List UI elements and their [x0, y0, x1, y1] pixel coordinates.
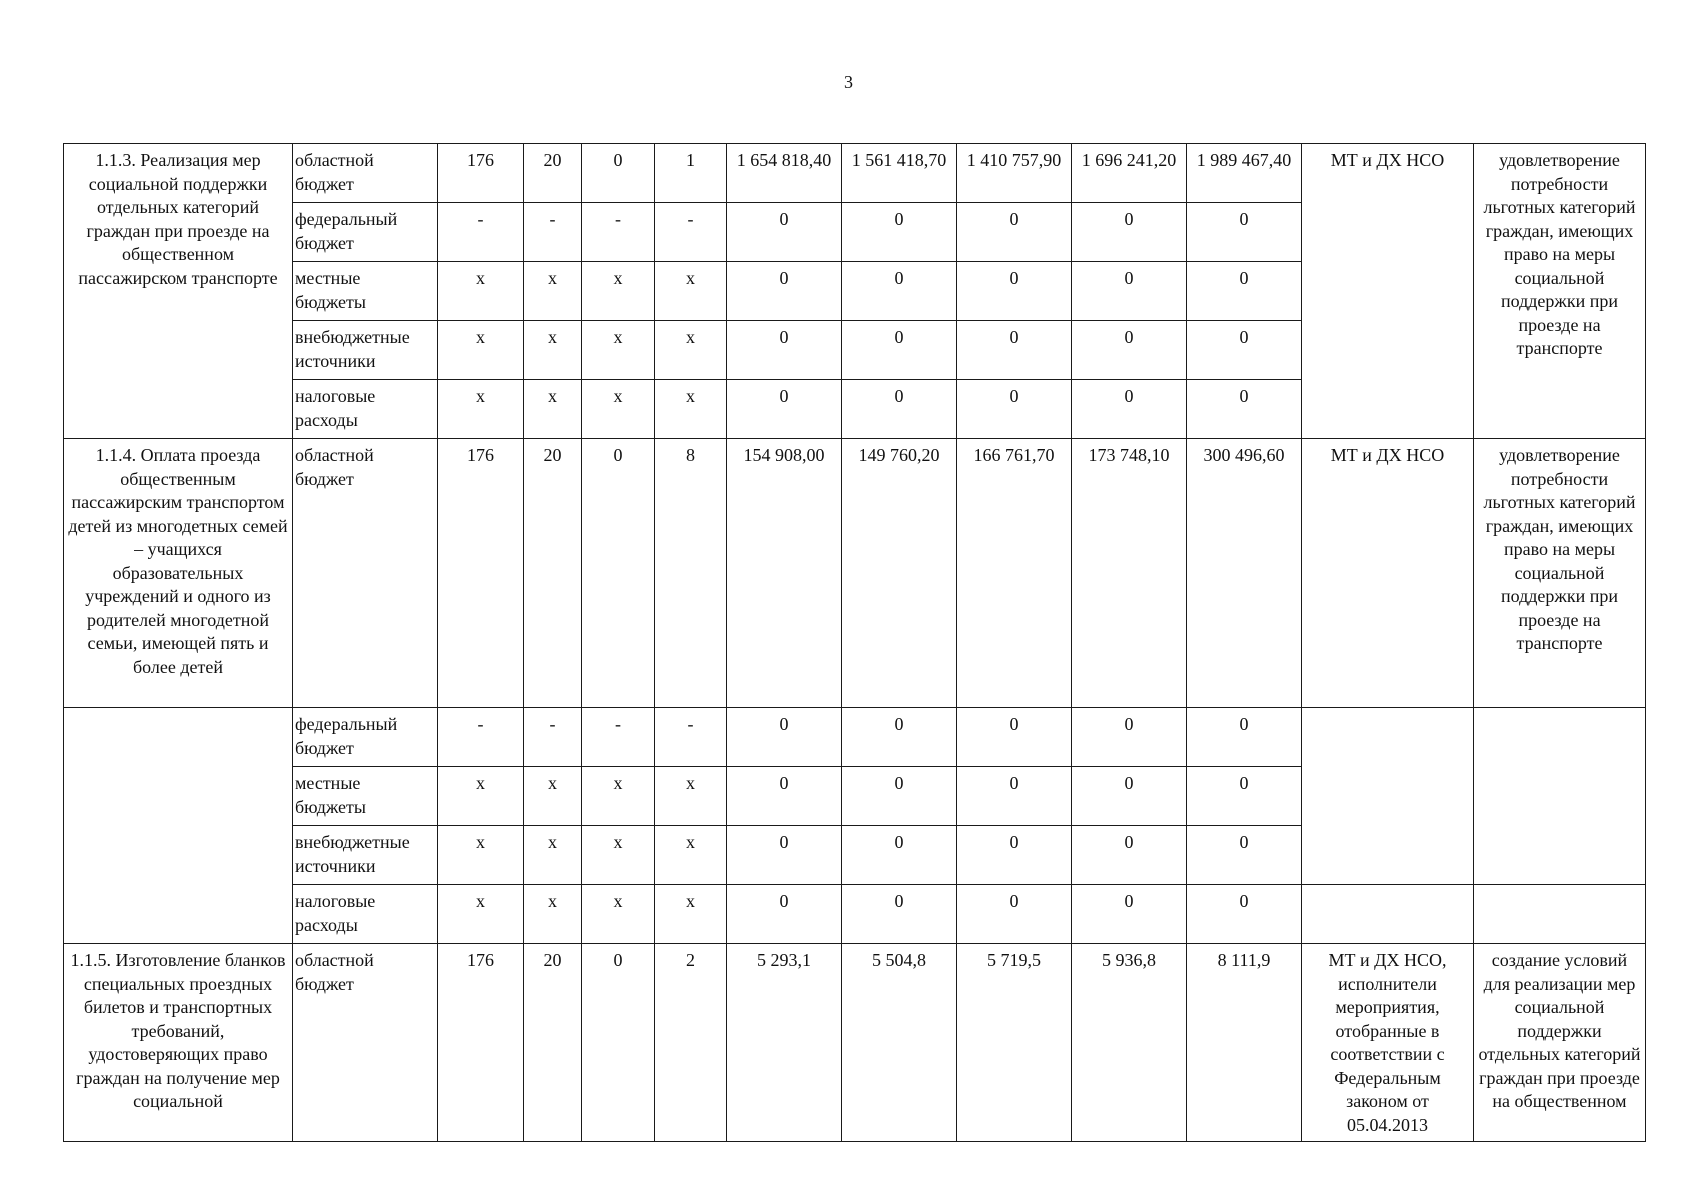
amount-cell: 0 [727, 380, 842, 439]
code-cell: 0 [582, 144, 655, 203]
result-cell: создание условий для реализации мер социальной поддержки отдельных категорий граждан при проезде на общественном [1474, 944, 1646, 1142]
amount-cell: 0 [957, 380, 1072, 439]
amount-cell: 0 [727, 885, 842, 944]
code-cell: 176 [438, 944, 524, 1142]
code-cell: x [438, 885, 524, 944]
amount-cell: 5 293,1 [727, 944, 842, 1142]
code-cell: - [438, 203, 524, 262]
amount-cell: 0 [1072, 708, 1187, 767]
code-cell: x [438, 826, 524, 885]
funding-source-cell: областной бюджет [293, 439, 438, 708]
amount-cell: 149 760,20 [842, 439, 957, 708]
code-cell: x [438, 262, 524, 321]
amount-cell: 1 989 467,40 [1187, 144, 1302, 203]
amount-cell: 5 936,8 [1072, 944, 1187, 1142]
code-cell: x [524, 767, 582, 826]
amount-cell: 8 111,9 [1187, 944, 1302, 1142]
code-cell: x [438, 321, 524, 380]
executor-cell: МТ и ДХ НСО, исполнители мероприятия, отобранные в соответствии с Федеральным законом от 05.04.2013 [1302, 944, 1474, 1142]
amount-cell: 0 [1072, 767, 1187, 826]
page-number: 3 [844, 72, 853, 92]
amount-cell: 5 504,8 [842, 944, 957, 1142]
code-cell: - [582, 203, 655, 262]
amount-cell: 0 [1187, 885, 1302, 944]
code-cell: x [524, 885, 582, 944]
code-cell: 20 [524, 144, 582, 203]
amount-cell: 154 908,00 [727, 439, 842, 708]
amount-cell: 0 [1072, 321, 1187, 380]
amount-cell: 300 496,60 [1187, 439, 1302, 708]
result-cell: удовлетворение потребности льготных категорий граждан, имеющих право на меры социальной поддержки при проезде на транспорте [1474, 144, 1646, 439]
amount-cell: 0 [1072, 826, 1187, 885]
amount-cell: 0 [957, 262, 1072, 321]
activity-name-continuation-cell [64, 708, 293, 944]
amount-cell: 0 [1187, 708, 1302, 767]
amount-cell: 0 [727, 708, 842, 767]
code-cell: x [524, 380, 582, 439]
amount-cell: 0 [1187, 262, 1302, 321]
code-cell: x [582, 380, 655, 439]
code-cell: - [582, 708, 655, 767]
funding-source-cell: областной бюджет [293, 944, 438, 1142]
code-cell: 2 [655, 944, 727, 1142]
amount-cell: 0 [1072, 885, 1187, 944]
code-cell: 0 [582, 439, 655, 708]
funding-source-cell: местные бюджеты [293, 767, 438, 826]
amount-cell: 173 748,10 [1072, 439, 1187, 708]
amount-cell: 1 696 241,20 [1072, 144, 1187, 203]
result-cell: удовлетворение потребности льготных категорий граждан, имеющих право на меры социальной поддержки при проезде на транспорте [1474, 439, 1646, 708]
code-cell: x [655, 380, 727, 439]
amount-cell: 1 561 418,70 [842, 144, 957, 203]
code-cell: 8 [655, 439, 727, 708]
code-cell: x [655, 767, 727, 826]
funding-source-cell: федеральный бюджет [293, 203, 438, 262]
code-cell: x [582, 321, 655, 380]
code-cell: 1 [655, 144, 727, 203]
amount-cell: 0 [842, 826, 957, 885]
amount-cell: 0 [842, 321, 957, 380]
code-cell: x [655, 262, 727, 321]
amount-cell: 0 [957, 321, 1072, 380]
table-row [64, 439, 1646, 708]
executor-continuation-cell [1302, 708, 1474, 885]
code-cell: x [582, 262, 655, 321]
code-cell: x [524, 321, 582, 380]
amount-cell: 0 [1072, 262, 1187, 321]
amount-cell: 0 [727, 767, 842, 826]
table-row [64, 885, 1646, 944]
amount-cell: 1 410 757,90 [957, 144, 1072, 203]
funding-source-cell: федеральный бюджет [293, 708, 438, 767]
activity-name-cell: 1.1.5. Изготовление бланков специальных проездных билетов и транспортных требований, удостоверяющих право граждан на получение мер социальной [64, 944, 293, 1142]
amount-cell: 0 [1187, 203, 1302, 262]
amount-cell: 0 [727, 262, 842, 321]
funding-source-cell: внебюджетные источники [293, 321, 438, 380]
amount-cell: 0 [842, 380, 957, 439]
code-cell: x [524, 262, 582, 321]
code-cell: x [438, 767, 524, 826]
code-cell: - [524, 708, 582, 767]
amount-cell: 0 [842, 885, 957, 944]
code-cell: - [655, 203, 727, 262]
executor-cell: МТ и ДХ НСО [1302, 144, 1474, 439]
amount-cell: 0 [727, 826, 842, 885]
budget-table [63, 143, 1646, 1142]
amount-cell: 0 [957, 826, 1072, 885]
code-cell: - [524, 203, 582, 262]
amount-cell: 0 [727, 203, 842, 262]
amount-cell: 166 761,70 [957, 439, 1072, 708]
amount-cell: 0 [1187, 380, 1302, 439]
amount-cell: 0 [1187, 321, 1302, 380]
funding-source-cell: налоговые расходы [293, 380, 438, 439]
funding-source-cell: областной бюджет [293, 144, 438, 203]
amount-cell: 0 [1187, 767, 1302, 826]
amount-cell: 0 [1072, 380, 1187, 439]
code-cell: 176 [438, 439, 524, 708]
amount-cell: 0 [842, 203, 957, 262]
amount-cell: 0 [727, 321, 842, 380]
amount-cell: 0 [957, 203, 1072, 262]
amount-cell: 0 [842, 708, 957, 767]
amount-cell: 0 [957, 767, 1072, 826]
code-cell: x [655, 885, 727, 944]
amount-cell: 0 [842, 767, 957, 826]
table-row [64, 944, 1646, 1142]
funding-source-cell: налоговые расходы [293, 885, 438, 944]
code-cell: 0 [582, 944, 655, 1142]
code-cell: x [655, 321, 727, 380]
amount-cell: 5 719,5 [957, 944, 1072, 1142]
code-cell: 20 [524, 944, 582, 1142]
activity-name-cell: 1.1.3. Реализация мер социальной поддержки отдельных категорий граждан при проезде на общественном пассажирском транспорте [64, 144, 293, 439]
amount-cell: 0 [1187, 826, 1302, 885]
funding-source-cell: внебюджетные источники [293, 826, 438, 885]
table-row [64, 708, 1646, 767]
result-continuation-cell [1474, 885, 1646, 944]
code-cell: x [524, 826, 582, 885]
code-cell: x [655, 826, 727, 885]
code-cell: - [438, 708, 524, 767]
code-cell: - [655, 708, 727, 767]
amount-cell: 0 [957, 885, 1072, 944]
code-cell: x [438, 380, 524, 439]
executor-continuation-cell [1302, 885, 1474, 944]
amount-cell: 0 [1072, 203, 1187, 262]
activity-name-cell: 1.1.4. Оплата проезда общественным пассажирским транспортом детей из многодетных семей – учащихся образовательных учреждений и одного из родителей многодетной семьи, имеющей пять и более детей [64, 439, 293, 708]
code-cell: x [582, 767, 655, 826]
funding-source-cell: местные бюджеты [293, 262, 438, 321]
amount-cell: 0 [957, 708, 1072, 767]
amount-cell: 0 [842, 262, 957, 321]
amount-cell: 1 654 818,40 [727, 144, 842, 203]
result-continuation-cell [1474, 708, 1646, 885]
code-cell: x [582, 885, 655, 944]
executor-cell: МТ и ДХ НСО [1302, 439, 1474, 708]
code-cell: x [582, 826, 655, 885]
code-cell: 176 [438, 144, 524, 203]
table-row [64, 144, 1646, 203]
code-cell: 20 [524, 439, 582, 708]
